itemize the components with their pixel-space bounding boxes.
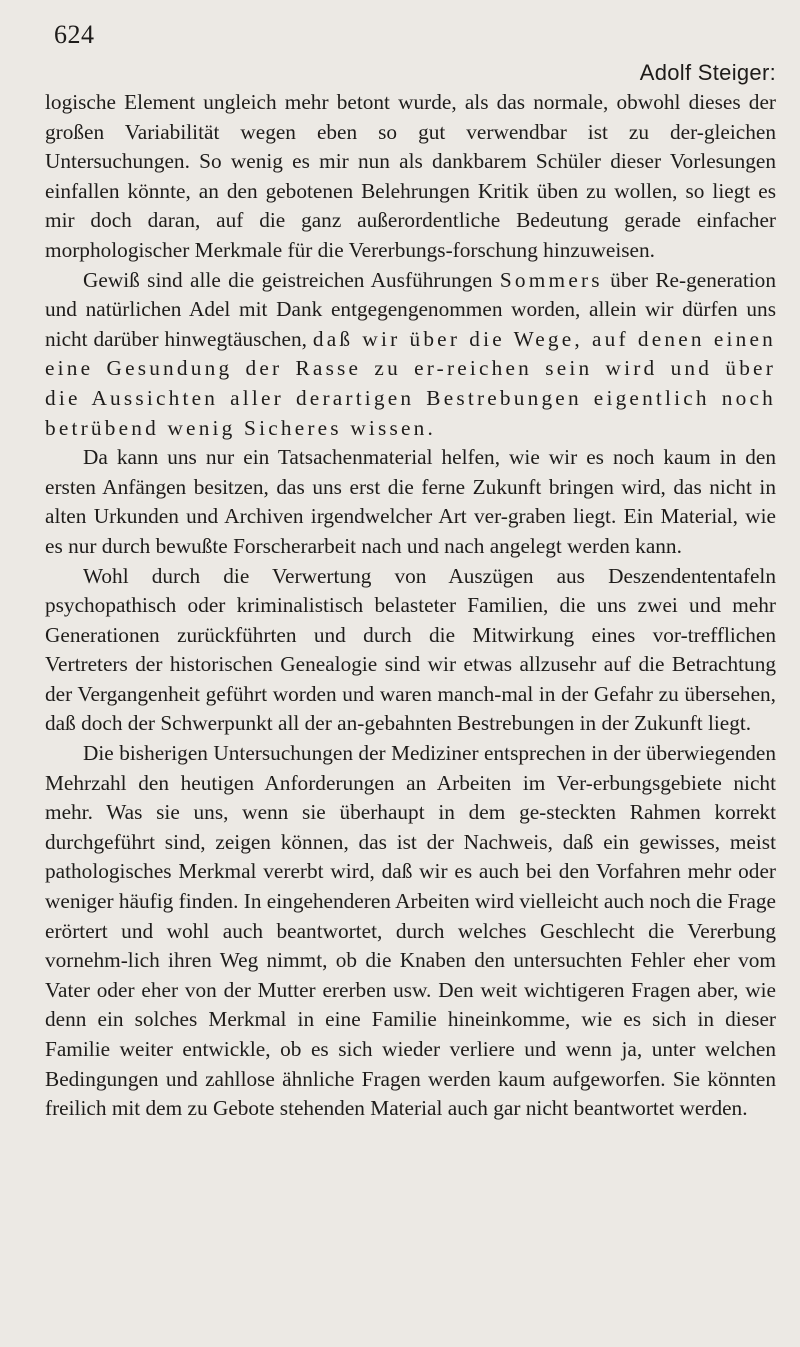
emphasized-text: Sommers <box>499 267 603 292</box>
running-title: Adolf Steiger: <box>639 60 776 85</box>
text-run: Die bisherigen Untersuchungen der Mediziner entsprechen in der überwiegenden Mehrzahl den heutigen Anforderungen an Arbeiten im Ver-erbungsgebiete nicht mehr. Was sie uns, wenn sie überhaupt in dem ge-steckten Rahmen korrekt durchgeführt sind, zeigen können, das ist der Nachweis, daß ein gewisses, meist pathologisches Merkmal vererbt wird, daß wir es auch bei den Vorfahren mehr oder weniger häufig finden. In eingehenderen Arbeiten wird vielleicht auch noch die Frage erörtert und wohl auch beantwortet, durch welches Geschlecht die Vererbung vornehm-lich ihren Weg nimmt, ob die Knaben den untersuchten Fehler eher vom Vater oder eher von der Mutter ererben usw. Den weit wichtigeren Fragen aber, wie denn ein solches Merkmal in eine Familie hineinkomme, wie es sich in dieser Familie weiter entwickle, ob es sich wieder verliere und wenn ja, unter welchen Bedingungen und zahllose ähnliche Fragen werden kaum aufgeworfen. Sie könnten freilich mit dem zu Gebote stehenden Material auch gar nicht beantwortet werden. <box>45 741 776 1121</box>
paragraph <box>45 562 776 740</box>
text-run: logische Element ungleich mehr betont wurde, als das normale, obwohl dieses der großen Variabilität wegen eben so gut verwendbar ist zu der-gleichen Untersuchungen. So wenig es mir nun als dankbarem Schüler dieser Vorlesungen einfallen könnte, an den gebotenen Belehrungen Kritik üben zu wollen, so liegt es mir doch daran, auf die ganz außerordentliche Bedeutung gerade einfacher morphologischer Merkmale für die Vererbungs-forschung hinzuweisen. <box>45 90 776 262</box>
paragraph <box>45 266 776 444</box>
emphasized-text: daß wir über die Wege, auf denen einen eine Gesundung der Rasse zu er-reichen sein wird und über die Aussichten aller derartigen Bestrebungen eigentlich noch betrübend wenig Sicheres wissen. <box>45 326 776 440</box>
page-number: 624 <box>54 20 95 49</box>
text-run: Wohl durch die Verwertung von Auszügen aus Deszendententafeln psychopathisch oder kriminalistisch belasteter Familien, die uns zwei und mehr Generationen zurückführten und durch die Mitwirkung eines vor-trefflichen Vertreters der historischen Genealogie sind wir etwas allzusehr auf die Betrachtung der Vergangenheit geführt worden und waren manch-mal in der Gefahr zu übersehen, daß doch der Schwerpunkt all der an-gebahnten Bestrebungen in der Zukunft liegt. <box>45 563 776 736</box>
paragraph <box>45 443 776 561</box>
text-run: über Re-generation und natürlichen Adel mit Dank entgegengenommen worden, allein wir dürfen uns nicht darüber hinwegtäuschen, <box>45 267 776 351</box>
text-run: Gewiß sind alle die geistreichen Ausführungen <box>83 267 500 292</box>
text-run: Da kann uns nur ein Tatsachenmaterial helfen, wie wir es noch kaum in den ersten Anfängen besitzen, das uns erst die ferne Zukunft bringen wird, das nicht in alten Urkunden und Archiven irgendwelcher Art ver-graben liegt. Ein Material, wie es nur durch bewußte Forscherarbeit nach und nach angelegt werden kann. <box>45 445 776 558</box>
paragraph <box>45 88 776 266</box>
body-text <box>45 88 776 1124</box>
paragraph <box>45 739 776 1124</box>
running-head <box>45 14 776 88</box>
